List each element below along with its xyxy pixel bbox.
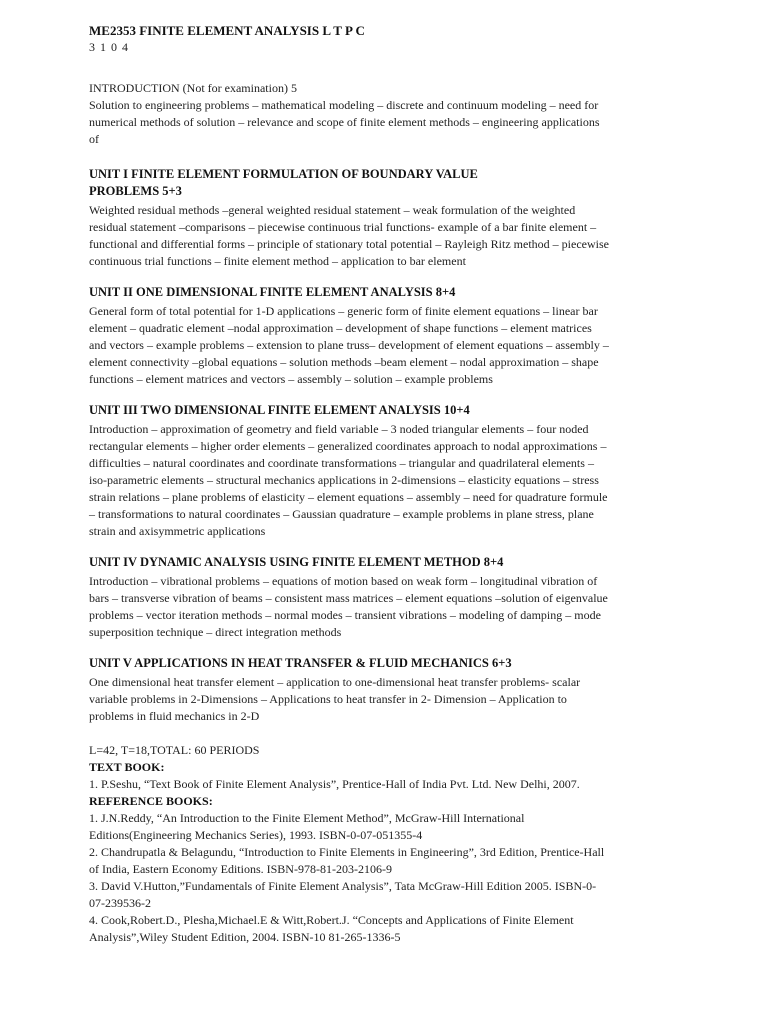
unit-3-text: Introduction – approximation of geometry and field variable – 3 noded triangular elements – four noded rectangular elements – higher order elements – generalized coordinates approach to nodal approximations – difficulties – natural coordinates and coordinate transformations – triangular and quadrilateral elements – iso-parametric elements – structural mechanics applications in 2-dimensions – elasticity equations – stress strain relations – plane problems of elasticity – element equations – assembly – need for quadrature formule – transformations to natural coordinates – Gaussian quadrature – example problems in plane stress, plane strain and axisymmetric applications [89,422,608,538]
reference-item: 2. Chandrupatla & Belagundu, “Introduction to Finite Elements in Engineering”, 3rd Edition, Prentice-Hall of India, Eastern Economy Editions. ISBN-978-81-203-2106-9 [89,845,605,876]
syllabus-document [89,22,609,946]
introduction-heading: INTRODUCTION (Not for examination) 5 [89,81,297,95]
introduction-section [89,80,609,148]
unit-2-section [89,284,609,388]
textbook-item: 1. P.Seshu, “Text Book of Finite Element Analysis”, Prentice-Hall of India Pvt. Ltd. New Delhi, 2007. [89,777,580,791]
unit-4-section [89,554,609,641]
unit-4-heading: UNIT IV DYNAMIC ANALYSIS USING FINITE ELEMENT METHOD 8+4 [89,555,504,569]
unit-1-text: Weighted residual methods –general weighted residual statement – weak formulation of the weighted residual statement –comparisons – piecewise continuous trial functions- example of a bar finite element – functional and differential forms – principle of stationary total potential – Rayleigh Ritz method – piecewise continuous trial functions – finite element method – application to bar element [89,203,609,268]
unit-1-section [89,166,609,270]
unit-1-heading: UNIT I FINITE ELEMENT FORMULATION OF BOUNDARY VALUE PROBLEMS 5+3 [89,167,478,198]
course-ltpc: 3 1 0 4 [89,40,129,54]
unit-2-text: General form of total potential for 1-D applications – generic form of finite element equations – linear bar element – quadratic element –nodal approximation – development of shape functions – element matrices and vectors – example problems – extension to plane truss– development of element equations – assembly – element connectivity –global equations – solution methods –beam element – nodal approximation – shape functions – element matrices and vectors – assembly – solution – example problems [89,304,609,386]
unit-3-section [89,402,609,540]
course-title: ME2353 FINITE ELEMENT ANALYSIS L T P C [89,23,365,38]
reference-heading: REFERENCE BOOKS: [89,794,213,808]
unit-5-text: One dimensional heat transfer element – application to one-dimensional heat transfer problems- scalar variable problems in 2-Dimensions – Applications to heat transfer in 2- Dimension – Application to problems in fluid mechanics in 2-D [89,675,581,723]
textbook-heading: TEXT BOOK: [89,760,165,774]
unit-5-section [89,655,609,725]
unit-4-text: Introduction – vibrational problems – equations of motion based on weak form – longitudinal vibration of bars – transverse vibration of beams – consistent mass matrices – element equations –solution of eigenvalue problems – vector iteration methods – normal modes – transient vibrations – modeling of damping – mode superposition technique – direct integration methods [89,574,608,639]
unit-2-heading: UNIT II ONE DIMENSIONAL FINITE ELEMENT ANALYSIS 8+4 [89,285,456,299]
introduction-text: Solution to engineering problems – mathematical modeling – discrete and continuum modeling – need for numerical methods of solution – relevance and scope of finite element methods – engineering applications of [89,98,600,146]
total-periods: L=42, T=18,TOTAL: 60 PERIODS [89,743,260,757]
unit-3-heading: UNIT III TWO DIMENSIONAL FINITE ELEMENT ANALYSIS 10+4 [89,403,470,417]
reference-item: 1. J.N.Reddy, “An Introduction to the Finite Element Method”, McGraw-Hill International Editions(Engineering Mechanics Series), 1993. ISBN-0-07-051355-4 [89,811,525,842]
reference-item: 4. Cook,Robert.D., Plesha,Michael.E & Witt,Robert.J. “Concepts and Applications of Finite Element Analysis”,Wiley Student Edition, 2004. ISBN-10 81-265-1336-5 [89,913,574,944]
reference-item: 3. David V.Hutton,”Fundamentals of Finite Element Analysis”, Tata McGraw-Hill Edition 2005. ISBN-0-07-239536-2 [89,879,597,910]
unit-5-heading: UNIT V APPLICATIONS IN HEAT TRANSFER & FLUID MECHANICS 6+3 [89,656,512,670]
